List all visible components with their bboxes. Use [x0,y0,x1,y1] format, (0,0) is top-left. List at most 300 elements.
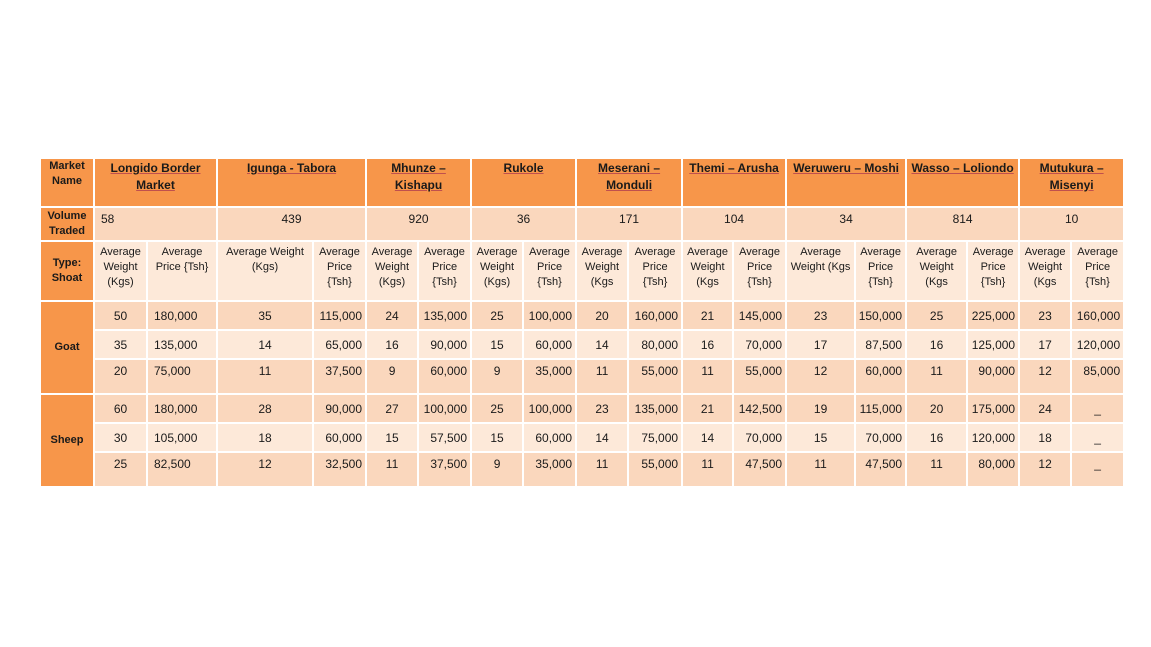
goat-price-cell [313,359,366,394]
weight-value: 21 [700,401,715,416]
price-subheader: Average Price {Tsh} [424,246,465,288]
sheep-weight-cell [576,452,628,487]
weight-value: 12 [1038,364,1052,378]
price-subheader: Average Price {Tsh} [739,246,780,288]
price-subheader-cell [147,241,217,301]
goat-weight-cell [366,330,418,359]
weight-value: 19 [813,401,828,416]
sheep-price-cell [523,423,576,452]
market-name: Mhunze – Kishapu [391,161,446,192]
price-value: _ [1094,430,1101,445]
price-value: 37,500 [430,457,468,471]
price-value: 75,000 [641,430,679,445]
price-value: 57,500 [430,430,468,445]
goat-price-cell [855,359,906,394]
sheep-weight-cell [1019,423,1071,452]
sheep-price-cell [418,423,471,452]
sheep-weight-cell [1019,394,1071,423]
goat-weight-cell [576,330,628,359]
sheep-price-cell [523,394,576,423]
goat-label: Goat [40,301,94,394]
price-value: 90,000 [325,401,363,416]
subheader-row [40,241,1124,301]
volume-value: 920 [408,212,429,226]
weight-value: 9 [493,364,501,378]
weight-subheader-cell [786,241,855,301]
goat-weight-cell [471,301,523,330]
weight-value: 14 [595,337,609,352]
price-value: 60,000 [865,364,903,378]
weight-value: 12 [258,457,272,471]
weight-value: 20 [929,401,944,416]
market-name: Rukole [503,161,544,175]
sheep-weight-cell [366,394,418,423]
sheep-weight-cell [682,452,733,487]
weight-value: 18 [1038,430,1052,445]
goat-price-cell [733,359,786,394]
price-value: 225,000 [971,308,1016,323]
volume-value: 36 [516,212,531,226]
goat-price-cell [523,330,576,359]
header-row [40,158,1124,207]
goat-price-cell [733,330,786,359]
price-value: 65,000 [325,337,363,352]
weight-value: 24 [1038,401,1052,416]
weight-value: 11 [385,457,399,471]
livestock-market-table [39,157,1125,488]
sheep-price-cell [628,452,682,487]
goat-weight-cell [94,301,147,330]
sheep-weight-cell [217,394,313,423]
price-value: 160,000 [634,308,679,323]
weight-value: 11 [814,457,827,471]
sheep-weight-cell [366,423,418,452]
price-subheader: Average Price {Tsh} [319,246,360,288]
weight-value: 60 [113,401,128,416]
sheep-price-cell [628,423,682,452]
goat-price-cell [628,330,682,359]
price-value: 100,000 [528,401,573,416]
goat-weight-cell [786,330,855,359]
price-value: 47,500 [865,457,903,471]
sheep-weight-cell [786,394,855,423]
price-value: _ [1094,457,1101,471]
goat-price-cell [523,359,576,394]
sheep-weight-cell [471,394,523,423]
market-header-cell [94,158,217,207]
price-value: 142,500 [738,401,783,416]
goat-price-cell [147,359,217,394]
market-name: Meserani – Monduli [598,161,661,192]
sheep-row [40,452,1124,487]
price-value: 47,500 [745,457,783,471]
weight-value: 23 [595,401,609,416]
volume-value: 104 [724,212,745,226]
sheep-price-cell [147,452,217,487]
goat-price-cell [1071,330,1124,359]
goat-price-cell [967,301,1019,330]
price-value: 160,000 [1076,308,1121,323]
price-subheader-cell [523,241,576,301]
price-value: 180,000 [154,308,198,323]
price-value: 82,500 [154,457,191,471]
price-value: 180,000 [154,401,198,416]
price-subheader: Average Price {Tsh} [860,246,901,288]
goat-row [40,301,1124,330]
price-value: 120,000 [1076,337,1121,352]
weight-value: 25 [929,308,944,323]
weight-subheader: Average Weight (Kgs) [476,246,518,288]
goat-weight-cell [786,359,855,394]
weight-subheader: Average Weight (Kgs [1024,246,1066,288]
weight-value: 25 [490,308,504,323]
sheep-weight-cell [471,423,523,452]
sheep-weight-cell [471,452,523,487]
volume-value: 34 [839,212,853,226]
price-subheader: Average Price {Tsh} [529,246,570,288]
volume-value: 814 [952,212,973,226]
goat-price-cell [733,301,786,330]
goat-price-cell [855,301,906,330]
market-header-cell [217,158,366,207]
goat-price-cell [855,330,906,359]
price-value: 60,000 [535,337,573,352]
sheep-price-cell [147,394,217,423]
market-name-label-cell [40,158,94,207]
sheep-row [40,423,1124,452]
sheep-weight-cell [366,452,418,487]
market-header-cell [576,158,682,207]
weight-value: 35 [113,337,128,352]
goat-weight-cell [366,359,418,394]
price-value: 90,000 [430,337,468,352]
sheep-price-cell [628,394,682,423]
sheep-weight-cell [906,452,967,487]
volume-value: 58 [101,212,115,226]
goat-price-cell [147,301,217,330]
volume-cell [471,207,576,241]
price-value: 55,000 [641,364,679,378]
goat-price-cell [523,301,576,330]
price-subheader-cell [628,241,682,301]
sheep-weight-cell [94,423,147,452]
weight-value: 17 [813,337,828,352]
price-value: 70,000 [745,337,783,352]
weight-value: 18 [258,430,272,445]
price-value: 70,000 [865,430,903,445]
volume-cell [1019,207,1124,241]
weight-value: 15 [813,430,828,445]
price-value: 32,500 [325,457,363,471]
weight-value: 11 [595,364,609,378]
goat-weight-cell [366,301,418,330]
sheep-price-cell [313,423,366,452]
goat-weight-cell [906,330,967,359]
volume-cell [366,207,471,241]
sheep-weight-cell [217,452,313,487]
sheep-price-cell [418,394,471,423]
price-value: 70,000 [745,430,783,445]
price-value: 37,500 [325,364,363,378]
weight-value: 14 [595,430,609,445]
price-value: 115,000 [319,308,363,323]
market-name: Weruweru – Moshi [793,161,899,175]
weight-value: 15 [490,337,504,352]
price-value: 60,000 [535,430,573,445]
goat-price-cell [967,330,1019,359]
type-label: Type: Shoat [40,241,94,301]
weight-value: 12 [813,364,828,378]
goat-price-cell [313,301,366,330]
goat-weight-cell [786,301,855,330]
weight-subheader: Average Weight (Kgs [581,246,623,288]
volume-value: 171 [619,212,640,226]
goat-weight-cell [94,359,147,394]
price-value: 135,000 [423,308,468,323]
sheep-price-cell [733,452,786,487]
weight-subheader-cell [217,241,313,301]
weight-value: 27 [385,401,399,416]
weight-value: 20 [595,308,609,323]
weight-subheader-cell [366,241,418,301]
price-subheader-cell [733,241,786,301]
market-header-cell [1019,158,1124,207]
price-value: 75,000 [154,364,191,378]
price-value: 80,000 [641,337,679,352]
sheep-price-cell [147,423,217,452]
price-value: 35,000 [535,457,573,471]
goat-weight-cell [471,359,523,394]
volume-cell [786,207,906,241]
sheep-weight-cell [217,423,313,452]
goat-weight-cell [217,359,313,394]
volume-value: 10 [1064,212,1079,226]
price-value: _ [1094,401,1101,416]
price-subheader-cell [418,241,471,301]
volume-cell [217,207,366,241]
market-name: Mutukura – Misenyi [1039,161,1104,192]
market-header-cell [471,158,576,207]
sheep-weight-cell [906,394,967,423]
goat-weight-cell [906,359,967,394]
weight-subheader: Average Weight (Kgs) [100,246,141,288]
weight-value: 21 [700,308,715,323]
market-name: Igunga - Tabora [246,161,337,175]
sheep-price-cell [313,452,366,487]
weight-value: 11 [701,457,714,471]
volume-cell [576,207,682,241]
price-value: 90,000 [978,364,1016,378]
weight-value: 11 [930,364,943,378]
goat-price-cell [147,330,217,359]
price-value: 135,000 [634,401,679,416]
weight-value: 16 [700,337,715,352]
weight-value: 16 [929,337,944,352]
sheep-price-cell [733,394,786,423]
weight-value: 12 [1038,457,1052,471]
goat-price-cell [1071,301,1124,330]
sheep-price-cell [967,452,1019,487]
sheep-price-cell [733,423,786,452]
goat-price-cell [628,301,682,330]
weight-subheader: Average Weight (Kgs [790,246,851,273]
weight-value: 30 [113,430,128,445]
weight-value: 16 [385,337,399,352]
sheep-label: Sheep [40,394,94,487]
goat-weight-cell [682,301,733,330]
price-value: 85,000 [1083,364,1121,378]
sheep-price-cell [1071,394,1124,423]
goat-weight-cell [576,359,628,394]
goat-price-cell [1071,359,1124,394]
market-name: Wasso – Loliondo [911,161,1014,175]
market-name: Themi – Arusha [689,161,779,175]
price-value: 125,000 [971,337,1016,352]
goat-weight-cell [682,359,733,394]
price-value: 135,000 [154,337,198,352]
weight-value: 17 [1038,337,1052,352]
weight-value: 11 [930,457,943,471]
weight-subheader-cell [682,241,733,301]
price-subheader-cell [967,241,1019,301]
goat-weight-cell [94,330,147,359]
goat-price-cell [418,330,471,359]
weight-value: 15 [385,430,399,445]
goat-price-cell [967,359,1019,394]
market-name-label: Market Name [49,160,85,187]
sheep-weight-cell [94,394,147,423]
price-value: 145,000 [738,308,783,323]
goat-weight-cell [576,301,628,330]
sheep-weight-cell [786,423,855,452]
weight-value: 24 [385,308,399,323]
sheep-weight-cell [94,452,147,487]
goat-weight-cell [1019,301,1071,330]
market-name: Longido Border Market [110,161,201,192]
goat-price-cell [313,330,366,359]
weight-value: 11 [701,364,714,378]
price-value: 35,000 [535,364,573,378]
weight-subheader-cell [471,241,523,301]
price-subheader-cell [1071,241,1124,301]
sheep-weight-cell [906,423,967,452]
sheep-weight-cell [576,423,628,452]
sheep-price-cell [313,394,366,423]
weight-subheader: Average Weight (Kgs) [371,246,413,288]
goat-weight-cell [682,330,733,359]
volume-cell [906,207,1019,241]
sheep-price-cell [523,452,576,487]
price-value: 120,000 [971,430,1016,445]
price-value: 55,000 [745,364,783,378]
price-subheader: Average Price {Tsh} [1077,246,1118,288]
weight-value: 14 [258,337,272,352]
sheep-row [40,394,1124,423]
goat-weight-cell [906,301,967,330]
weight-subheader-cell [94,241,147,301]
market-header-cell [682,158,786,207]
goat-price-cell [418,301,471,330]
market-header-cell [906,158,1019,207]
price-value: 55,000 [641,457,679,471]
volume-label: Volume Traded [40,207,94,241]
weight-value: 15 [490,430,504,445]
price-subheader-cell [313,241,366,301]
weight-subheader-cell [906,241,967,301]
goat-weight-cell [217,301,313,330]
weight-value: 25 [490,401,504,416]
price-value: 150,000 [858,308,903,323]
market-header-cell [786,158,906,207]
goat-row [40,359,1124,394]
price-subheader: Average Price {Tsh} [972,246,1014,288]
sheep-price-cell [855,423,906,452]
weight-value: 23 [1038,308,1052,323]
weight-subheader: Average Weight (Kgs [687,246,728,288]
price-value: 80,000 [978,457,1016,471]
sheep-weight-cell [786,452,855,487]
goat-row [40,330,1124,359]
sheep-price-cell [855,452,906,487]
weight-value: 16 [929,430,944,445]
weight-value: 20 [113,364,128,378]
sheep-price-cell [967,423,1019,452]
weight-value: 35 [258,308,272,323]
weight-value: 50 [113,308,128,323]
sheep-price-cell [1071,452,1124,487]
weight-subheader-cell [1019,241,1071,301]
goat-weight-cell [1019,330,1071,359]
weight-value: 11 [258,364,272,378]
weight-value: 9 [493,457,501,471]
sheep-price-cell [967,394,1019,423]
market-header-cell [366,158,471,207]
weight-subheader: Average Weight (Kgs [916,246,957,288]
sheep-weight-cell [682,423,733,452]
price-subheader-cell [855,241,906,301]
sheep-price-cell [418,452,471,487]
price-subheader: Average Price {Tsh} [634,246,676,288]
weight-value: 11 [595,457,609,471]
volume-cell [94,207,217,241]
price-value: 60,000 [430,364,468,378]
volume-cell [682,207,786,241]
goat-weight-cell [217,330,313,359]
sheep-price-cell [855,394,906,423]
goat-weight-cell [471,330,523,359]
weight-value: 25 [113,457,128,471]
weight-subheader: Average Weight (Kgs) [226,246,304,273]
price-value: 115,000 [859,401,903,416]
price-value: 100,000 [528,308,573,323]
price-subheader: Average Price {Tsh} [155,246,209,273]
weight-value: 14 [700,430,715,445]
price-value: 60,000 [325,430,363,445]
sheep-weight-cell [682,394,733,423]
price-value: 105,000 [154,430,198,445]
sheep-weight-cell [1019,452,1071,487]
price-value: 87,500 [865,337,903,352]
price-value: 175,000 [971,401,1016,416]
price-value: 100,000 [423,401,468,416]
sheep-price-cell [1071,423,1124,452]
weight-value: 9 [388,364,396,378]
weight-subheader-cell [576,241,628,301]
sheep-weight-cell [576,394,628,423]
volume-row [40,207,1124,241]
weight-value: 28 [258,401,272,416]
goat-price-cell [418,359,471,394]
